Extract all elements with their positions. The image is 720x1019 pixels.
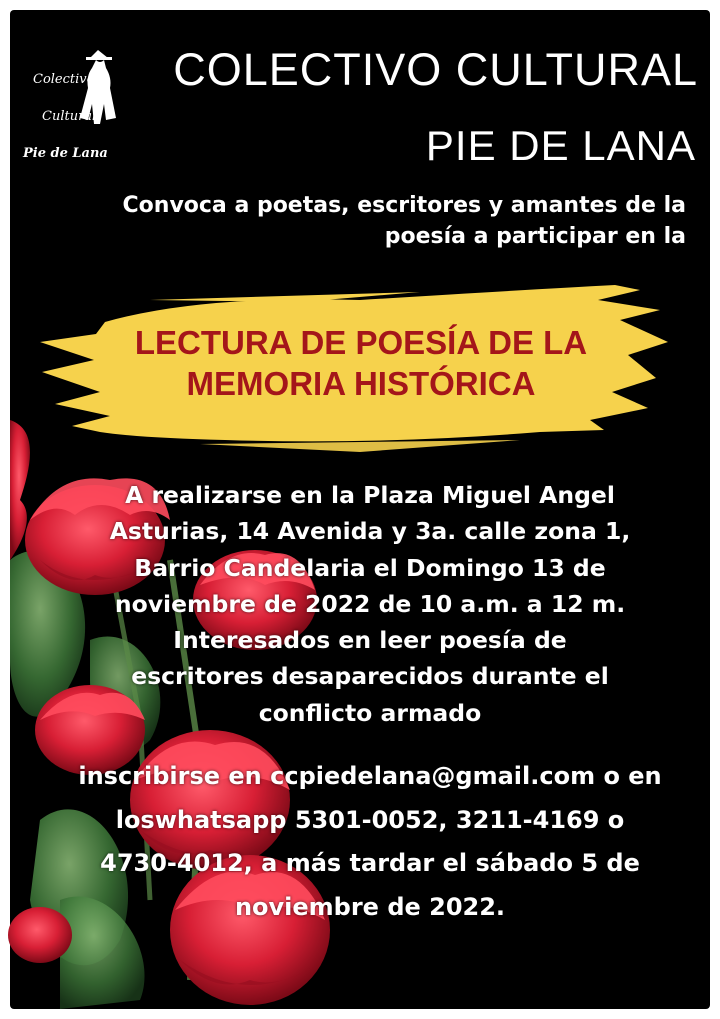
intro-line1: Convoca a poetas, escritores y amantes de la — [122, 193, 686, 218]
details-line: Interesados en leer poesía de — [173, 626, 567, 655]
event-details — [60, 477, 680, 731]
event-title — [48, 322, 674, 404]
contact-line: 4730-4012, a más tardar el sábado 5 de — [100, 849, 640, 877]
event-title-line1: LECTURA DE POESÍA DE LA — [134, 324, 588, 361]
details-line: escritores desaparecidos durante el — [131, 662, 609, 691]
details-line: conflicto armado — [258, 698, 482, 727]
title-line2: PIE DE LANA — [425, 122, 696, 169]
contact-info — [30, 755, 710, 929]
contact-line: loswhatsapp 5301-0052, 3211-4169 o — [115, 805, 625, 834]
contact-line: noviembre de 2022. — [234, 892, 506, 921]
details-line: Barrio Candelaria el Domingo 13 de — [134, 553, 606, 582]
details-line: noviembre de 2022 de 10 a.m. a 12 m. — [114, 589, 626, 618]
title-line1: COLECTIVO CULTURAL — [173, 44, 698, 95]
intro-line2: poesía a participar en la — [384, 224, 686, 249]
details-line: A realizarse en la Plaza Miguel Angel — [125, 481, 615, 509]
logo-text-line1: Colectivo — [33, 72, 95, 87]
event-title-line2: MEMORIA HISTÓRICA — [186, 365, 536, 402]
logo-text-line2: Cultural — [42, 109, 97, 124]
details-line: Asturias, 14 Avenida y 3a. calle zona 1, — [109, 517, 631, 546]
logo-text-line3: Pie de Lana — [23, 146, 108, 161]
contact-line: inscribirse en ccpiedelana@gmail.com o en — [78, 762, 662, 790]
